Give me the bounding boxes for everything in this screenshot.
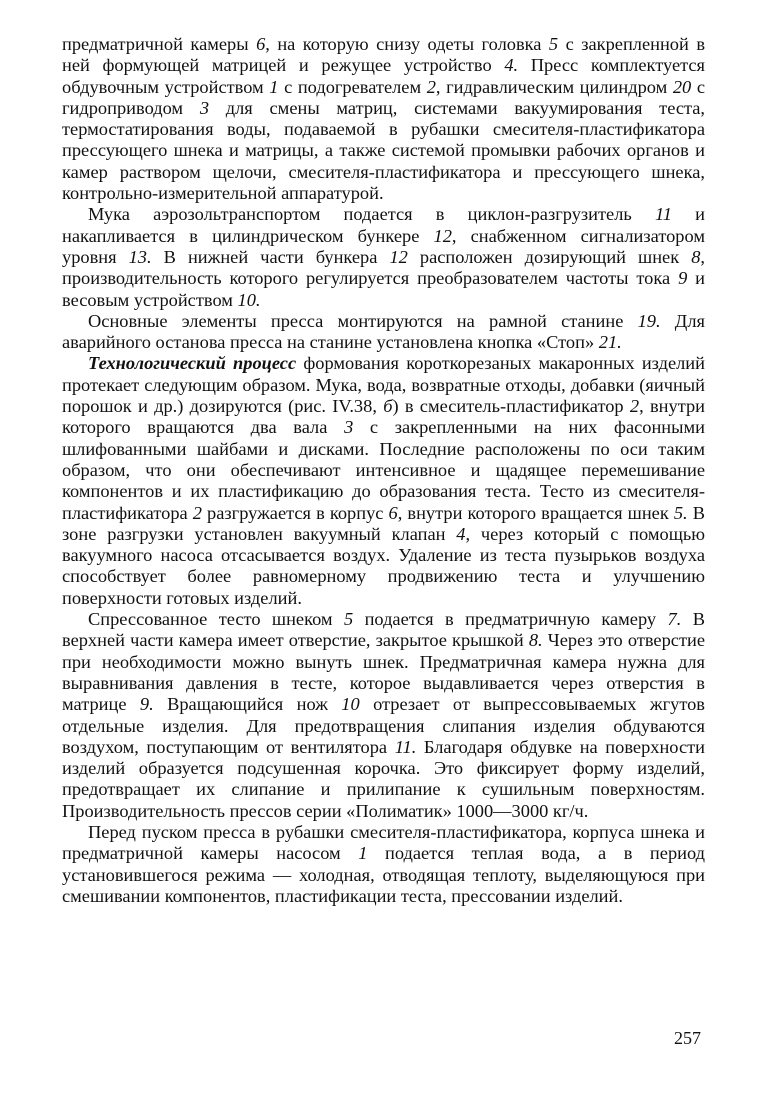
text-run: Через это отверстие при необходимости можно вынуть шнек. Предматричная камера нужна для выравнивания давления в тесте, которое выдавливается через отверстия в матрице [62,630,705,715]
paragraph [62,822,705,907]
reference-label: 20 [672,76,692,97]
text-run: Вращающийся нож [153,694,342,715]
text-run: с закрепленными на них фасонными шлифованными шайбами и дисками. Последние расположены по оси таким образом, что они обеспечивают интенсивное и щадящее перемешивание компонентов и их пластификацию до образования теста. Тесто из смесителя-пластификатора [62,417,705,523]
text-run: , гидравлическим цилиндром [435,76,673,97]
reference-label: 3 [199,97,210,118]
text-run: подается теплая вода, а в период установившегося режима — холодная, отводящая теплоту, выделяющуюся при смешивании компонентов, пластификации теста, прессовании изделий. [62,843,705,906]
text-run: Мука аэрозольтранспортом подается в циклон-разгрузитель [88,204,655,225]
reference-label: 12 [389,246,408,267]
reference-label: 9 [678,268,688,289]
text-run: В верхней части камера имеет отверстие, закрытое крышкой [62,609,705,651]
page-body [62,34,705,907]
text-run: , снабженном сигнализатором уровня [62,225,705,267]
reference-label: 4. [504,55,519,76]
text-run: Пресс комплектуется обдувочным устройством [62,55,705,97]
reference-label: 2 [192,502,202,523]
text-run: с закрепленной в ней формующей матрицей и режущее устройство [62,34,705,76]
reference-label: 7. [667,609,682,630]
text-run: для смены матриц, системами вакуумирования теста, термостатирования воды, подаваемой в рубашки смесителя-пластификатора прессующего шнека и матрицы, а также системой промывки рабочих органов и камер раствором щелочи, смесителя-пластификатора и прессующего шнека, контрольно-измерительной аппаратурой. [62,97,705,204]
paragraph [62,353,705,609]
paragraph [62,34,705,204]
text-run: с гидроприводом [62,76,705,118]
text-run: Для аварийного останова пресса на станине установлена кнопка «Стоп» [62,310,705,353]
reference-label: 6 [256,34,266,54]
reference-label: 2 [426,76,436,97]
reference-label: 11 [654,204,672,225]
text-run: отрезает от выпрессовываемых жгутов отдельные изделия. Для предотвращения слипания изделия обдуваются воздухом, поступающим от вентилятора [62,694,705,757]
reference-label: 5. [673,502,688,523]
text-run: , внутри которого вращаются два вала [62,396,705,438]
text-run: В зоне разгрузки установлен вакуумный клапан [62,502,705,544]
term-heading: Технологический процесс [88,353,297,374]
reference-label: 5 [343,609,354,630]
reference-label: 6 [388,502,398,523]
text-run: Перед пуском пресса в рубашки смесителя-пластификатора, корпуса шнека и предматричной камеры насосом [62,821,705,864]
reference-label: 1 [358,843,368,864]
text-run: В нижней части бункера [151,246,390,267]
text-run: , внутри которого вращается шнек [397,502,674,523]
reference-label: 8. [528,630,543,651]
reference-label: 1 [269,76,279,97]
reference-label: 4 [456,523,466,544]
paragraph [62,609,705,822]
reference-label: 13. [128,246,152,267]
reference-label: 8 [691,246,701,267]
paragraph [62,204,705,310]
text-run: расположен дозирующий шнек [407,246,692,267]
reference-label: 9. [139,694,154,715]
text-run: Спрессованное тесто шнеком [88,609,344,630]
text-run: формования короткорезаных макаронных изделий протекает следующим образом. Мука, вода, возвратные отходы, добавки (яичный порошок и др.) дозируются (рис. IV.38, [62,353,705,417]
text-run: предматричной камеры [62,34,257,54]
reference-label: 2 [629,396,640,417]
text-run: , производительность которого регулируется преобразователем частоты тока [62,246,705,289]
reference-label: 10 [341,694,360,715]
paragraph [62,311,705,354]
text-run: Благодаря обдувке на поверхности изделий образуется подсушенная корочка. Это фиксирует форму изделий, предотвращает их слипание и прилипание к сушильным поверхностям. Производительность прессов серии «Полиматик» 1000—3000 кг/ч. [62,736,706,821]
text-run: , через который с помощью вакуумного насоса отсасывается воздух. Удаление из теста пузырьков воздуха способствует более равномерному продвижению теста и улучшению поверхности готовых изделий. [62,523,705,608]
text-run: и накапливается в цилиндрическом бункере [62,204,705,246]
text-run: разгружается в корпус [201,502,389,523]
reference-label: 3 [344,417,354,438]
page-number: 257 [674,1028,701,1048]
reference-label: 11. [394,736,417,757]
reference-label: 19. [637,310,661,331]
reference-label: 5 [548,34,559,54]
reference-label: б [383,396,393,417]
reference-label: 21. [598,332,622,353]
text-run: с подогревателем [278,76,427,97]
reference-label: 12 [433,225,452,246]
text-run: , на которую снизу одеты головка [265,34,549,54]
text-run: ) в смеситель-пластификатор [392,396,630,417]
reference-label: 10. [237,289,261,310]
text-run: подается в предматричную камеру [353,609,668,630]
text-run: Основные элементы пресса монтируются на рамной станине [88,310,638,331]
text-run: и весовым устройством [62,268,705,310]
